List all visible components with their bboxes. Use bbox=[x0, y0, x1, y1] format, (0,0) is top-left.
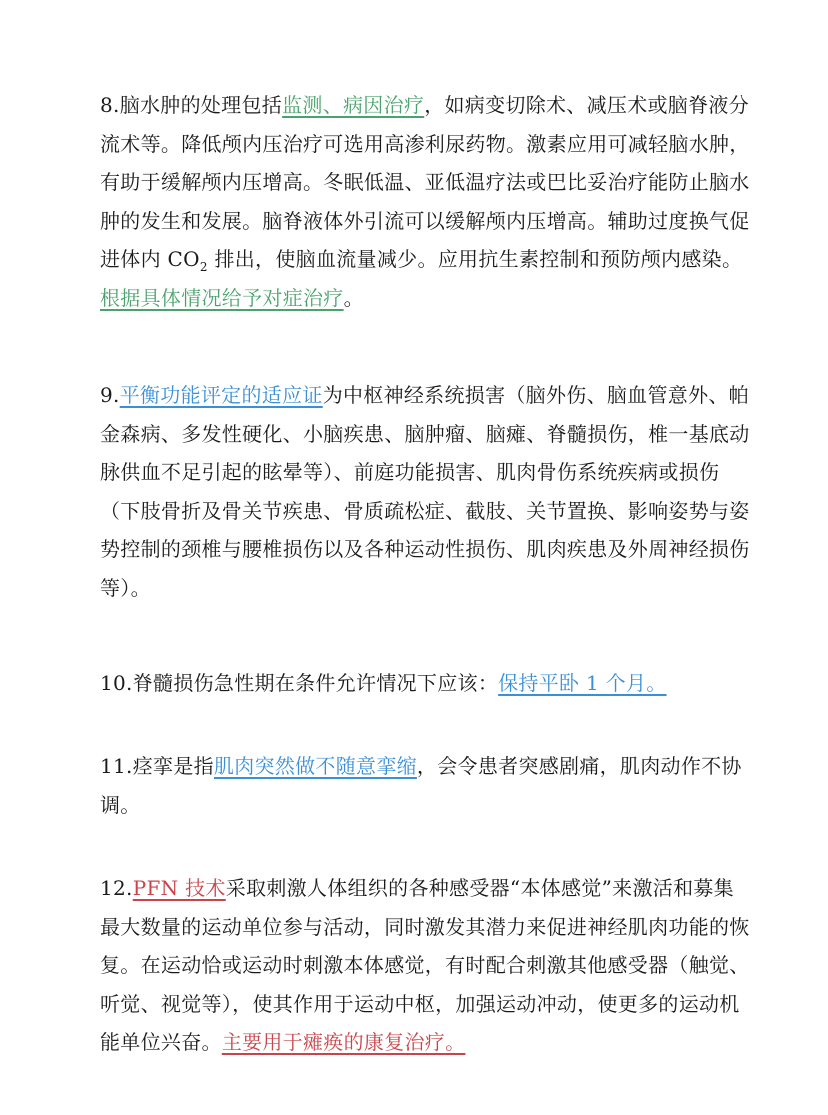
highlight-text: PFN 技术 bbox=[132, 876, 226, 900]
item-text: 排出，使脑血流量减少。应用抗生素控制和预防颅内感染。 bbox=[207, 247, 743, 271]
item-text: ，会令患者突感剧痛，肌肉动作不协调。 bbox=[100, 754, 742, 817]
item-number: 10. bbox=[100, 671, 133, 695]
item-number: 8. bbox=[100, 93, 120, 117]
highlight-text: 根据具体情况给予对症治疗 bbox=[100, 285, 344, 310]
item-number: 9. bbox=[100, 383, 120, 407]
highlight-text: 肌肉突然做不随意挛缩 bbox=[213, 754, 417, 778]
item-8 bbox=[100, 86, 750, 317]
item-text: 为中枢神经系统损害（脑外伤、脑血管意外、帕金森病、多发性硬化、小脑疾患、脑肿瘤、脑瘫、脊髓损伤，椎一基底动脉供血不足引起的眩晕等）、前庭功能损害、肌肉骨伤系统疾病或损伤（下肢骨折及骨关节疾患、骨质疏松症、截肢、关节置换、影响姿势与姿势控制的颈椎与腰椎损伤以及各种运动性损伤、肌肉疾患及外周神经损伤等）。 bbox=[100, 383, 750, 600]
item-text: 。 bbox=[343, 285, 364, 310]
item-10 bbox=[100, 664, 750, 703]
item-text: ，如病变切除术、减压术或脑脊液分流术等。降低颅内压治疗可选用高渗利尿药物。激素应用可减轻脑水肿，有助于缓解颅内压增高。冬眠低温、亚低温疗法或巴比妥治疗能防止脑水肿的发生和发展。脑脊液体外引流可以缓解颅内压增高。辅助过度换气促进体内 CO bbox=[100, 93, 750, 271]
item-text: 采取刺激人体组织的各种感受器“本体感觉”来激活和募集最大数量的运动单位参与活动，同时激发其潜力来促进神经肌肉功能的恢复。在运动恰或运动时刺激本体感觉，有时配合刺激其他感受器（触觉、听觉、视觉等），使其作用于运动中枢，加强运动冲动，使更多的运动机能单位兴奋。 bbox=[100, 876, 750, 1054]
subscript: 2 bbox=[199, 260, 208, 274]
item-number: 11. bbox=[100, 754, 133, 778]
item-12 bbox=[100, 869, 750, 1062]
item-text: 痉挛是指 bbox=[132, 754, 214, 778]
highlight-text: 保持平卧 1 个月。 bbox=[498, 671, 667, 695]
item-11 bbox=[100, 747, 750, 824]
item-text: 脑水肿的处理包括 bbox=[119, 93, 283, 117]
item-number: 12. bbox=[100, 876, 133, 900]
highlight-text: 监测、病因治疗 bbox=[282, 93, 425, 117]
item-text: 脊髓损伤急性期在条件允许情况下应该： bbox=[132, 671, 499, 695]
item-9 bbox=[100, 376, 750, 607]
highlight-text: 平衡功能评定的适应证 bbox=[119, 383, 323, 407]
highlight-text: 主要用于瘫痪的康复治疗。 bbox=[221, 1030, 466, 1054]
